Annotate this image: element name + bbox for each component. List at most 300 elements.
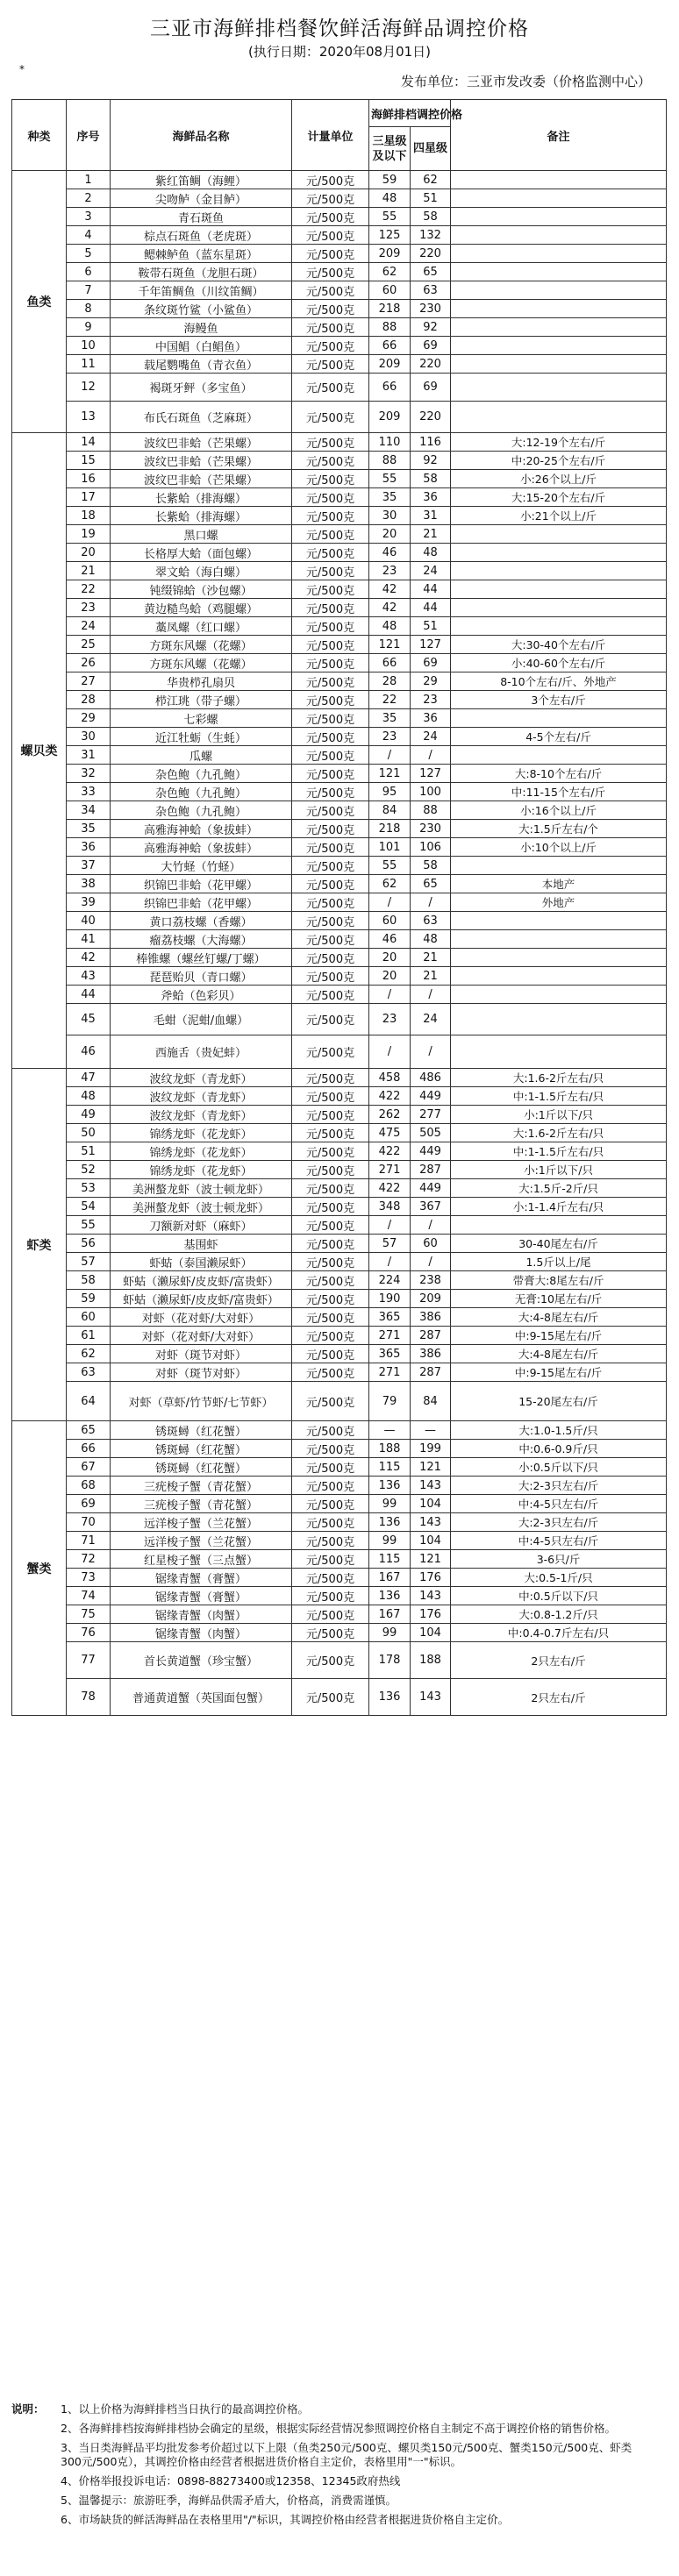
row-price-three-star: 23 — [369, 562, 411, 580]
row-price-four-star: 69 — [411, 337, 451, 355]
row-note — [451, 949, 667, 967]
row-unit: 元/500克 — [292, 337, 369, 355]
row-seq: 36 — [67, 838, 111, 857]
row-price-four-star: 277 — [411, 1106, 451, 1124]
row-unit: 元/500克 — [292, 226, 369, 245]
row-price-four-star: 238 — [411, 1271, 451, 1290]
row-price-four-star: 449 — [411, 1179, 451, 1198]
row-price-three-star: 35 — [369, 709, 411, 728]
row-price-three-star: 20 — [369, 949, 411, 967]
row-unit: 元/500克 — [292, 1290, 369, 1308]
row-name: 西施舌（贵妃蚌） — [111, 1035, 292, 1069]
row-price-three-star: 218 — [369, 300, 411, 318]
row-price-four-star: 127 — [411, 636, 451, 654]
row-unit: 元/500克 — [292, 1363, 369, 1382]
row-price-four-star: 63 — [411, 912, 451, 930]
row-price-three-star: 20 — [369, 967, 411, 986]
row-seq: 48 — [67, 1087, 111, 1106]
row-note: 大:1.5斤左右/个 — [451, 820, 667, 838]
header-category: 种类 — [12, 100, 67, 171]
table-row — [12, 1327, 667, 1345]
row-name: 高雅海神蛤（象拔蚌） — [111, 838, 292, 857]
row-price-three-star: 190 — [369, 1290, 411, 1308]
table-row — [12, 1235, 667, 1253]
table-row — [12, 1290, 667, 1308]
row-note: 2只左右/斤 — [451, 1679, 667, 1716]
row-price-three-star: 28 — [369, 672, 411, 691]
row-note — [451, 318, 667, 337]
row-name: 锈斑蟳（红花蟹） — [111, 1458, 292, 1477]
row-seq: 26 — [67, 654, 111, 672]
row-price-three-star: 42 — [369, 599, 411, 617]
row-name: 三疣梭子蟹（青花蟹） — [111, 1477, 292, 1495]
row-price-three-star: 125 — [369, 226, 411, 245]
table-row — [12, 930, 667, 949]
row-price-three-star: 110 — [369, 433, 411, 452]
row-name: 褐斑牙鲆（多宝鱼） — [111, 374, 292, 402]
row-price-three-star: 42 — [369, 580, 411, 599]
row-price-four-star: 143 — [411, 1679, 451, 1716]
table-row — [12, 709, 667, 728]
row-price-four-star: 48 — [411, 544, 451, 562]
table-row — [12, 1179, 667, 1198]
row-note: 2只左右/斤 — [451, 1642, 667, 1679]
table-row — [12, 1532, 667, 1550]
row-name: 杂色鲍（九孔鲍） — [111, 783, 292, 801]
row-note: 3-6只/斤 — [451, 1550, 667, 1569]
row-unit: 元/500克 — [292, 562, 369, 580]
row-name: 长紫蛤（排海螺） — [111, 507, 292, 525]
row-name: 波纹龙虾（青龙虾） — [111, 1106, 292, 1124]
row-seq: 33 — [67, 783, 111, 801]
row-name: 瓜螺 — [111, 746, 292, 765]
row-name: 远洋梭子蟹（兰花蟹） — [111, 1532, 292, 1550]
row-price-four-star: 106 — [411, 838, 451, 857]
row-note: 中:4-5只左右/斤 — [451, 1495, 667, 1513]
row-name: 琵琶贻贝（青口螺） — [111, 967, 292, 986]
row-unit: 元/500克 — [292, 672, 369, 691]
row-note — [451, 245, 667, 263]
table-row — [12, 1605, 667, 1624]
row-unit: 元/500克 — [292, 1161, 369, 1179]
row-seq: 53 — [67, 1179, 111, 1198]
row-price-three-star: 136 — [369, 1587, 411, 1605]
row-price-four-star: 69 — [411, 654, 451, 672]
row-unit: 元/500克 — [292, 986, 369, 1004]
row-name: 波纹巴非蛤（芒果螺） — [111, 452, 292, 470]
row-price-three-star: 95 — [369, 783, 411, 801]
row-seq: 56 — [67, 1235, 111, 1253]
table-row — [12, 1624, 667, 1642]
row-price-four-star: 220 — [411, 402, 451, 433]
row-price-four-star: / — [411, 893, 451, 912]
row-seq: 20 — [67, 544, 111, 562]
row-note: 小:26个以上/斤 — [451, 470, 667, 488]
row-unit: 元/500克 — [292, 875, 369, 893]
row-note: 大:1.6-2斤左右/只 — [451, 1124, 667, 1142]
row-seq: 49 — [67, 1106, 111, 1124]
row-price-four-star: 230 — [411, 300, 451, 318]
row-seq: 46 — [67, 1035, 111, 1069]
table-row — [12, 1382, 667, 1421]
header-four-star: 四星级 — [411, 127, 451, 171]
row-seq: 59 — [67, 1290, 111, 1308]
row-unit: 元/500克 — [292, 507, 369, 525]
table-row — [12, 1642, 667, 1679]
table-row — [12, 226, 667, 245]
row-seq: 38 — [67, 875, 111, 893]
row-seq: 8 — [67, 300, 111, 318]
asterisk-mark: * — [19, 63, 25, 75]
table-row — [12, 263, 667, 281]
row-price-three-star: 136 — [369, 1477, 411, 1495]
row-seq: 75 — [67, 1605, 111, 1624]
row-price-three-star: 271 — [369, 1327, 411, 1345]
table-row — [12, 318, 667, 337]
row-seq: 22 — [67, 580, 111, 599]
notes-section — [11, 2402, 666, 2532]
row-name: 鞍带石斑鱼（龙胆石斑） — [111, 263, 292, 281]
price-table-body — [12, 171, 667, 1716]
row-note: 大:30-40个左右/斤 — [451, 636, 667, 654]
row-seq: 9 — [67, 318, 111, 337]
table-row — [12, 1142, 667, 1161]
row-price-three-star: 66 — [369, 654, 411, 672]
table-row — [12, 672, 667, 691]
row-note: 8-10个左右/斤、外地产 — [451, 672, 667, 691]
row-unit: 元/500克 — [292, 930, 369, 949]
row-price-three-star: 46 — [369, 930, 411, 949]
row-unit: 元/500克 — [292, 208, 369, 226]
row-note — [451, 562, 667, 580]
row-seq: 5 — [67, 245, 111, 263]
row-price-four-star: 505 — [411, 1124, 451, 1142]
row-price-four-star: 176 — [411, 1569, 451, 1587]
row-name: 锦绣龙虾（花龙虾） — [111, 1161, 292, 1179]
table-row — [12, 452, 667, 470]
row-note: 小:1-1.4斤左右/只 — [451, 1198, 667, 1216]
row-note — [451, 208, 667, 226]
row-price-four-star: 220 — [411, 355, 451, 374]
row-price-four-star: 92 — [411, 318, 451, 337]
table-row — [12, 838, 667, 857]
row-price-four-star: 58 — [411, 857, 451, 875]
note-item — [11, 2494, 666, 2508]
row-name: 波纹巴非蛤（芒果螺） — [111, 470, 292, 488]
row-note: 小:0.5斤以下/只 — [451, 1458, 667, 1477]
row-note: 大:1.0-1.5斤/只 — [451, 1421, 667, 1440]
row-price-four-star: 36 — [411, 488, 451, 507]
table-row — [12, 1124, 667, 1142]
row-seq: 3 — [67, 208, 111, 226]
row-price-four-star: 143 — [411, 1477, 451, 1495]
row-price-four-star: — — [411, 1421, 451, 1440]
row-price-four-star: 199 — [411, 1440, 451, 1458]
row-note: 中:9-15尾左右/斤 — [451, 1363, 667, 1382]
row-seq: 35 — [67, 820, 111, 838]
row-seq: 67 — [67, 1458, 111, 1477]
row-price-four-star: 65 — [411, 263, 451, 281]
row-price-three-star: 88 — [369, 318, 411, 337]
note-item — [11, 2513, 666, 2527]
row-unit: 元/500克 — [292, 967, 369, 986]
row-unit: 元/500克 — [292, 1271, 369, 1290]
row-unit: 元/500克 — [292, 1235, 369, 1253]
row-price-four-star: 121 — [411, 1550, 451, 1569]
row-price-three-star: 66 — [369, 374, 411, 402]
row-note — [451, 967, 667, 986]
row-seq: 72 — [67, 1550, 111, 1569]
row-unit: 元/500克 — [292, 1587, 369, 1605]
row-price-four-star: 367 — [411, 1198, 451, 1216]
row-unit: 元/500克 — [292, 1679, 369, 1716]
row-note: 中:0.4-0.7斤左右/只 — [451, 1624, 667, 1642]
row-price-three-star: 475 — [369, 1124, 411, 1142]
row-note — [451, 857, 667, 875]
header-seq: 序号 — [67, 100, 111, 171]
note-text: 3、当日类海鲜品平均批发参考价超过以下上限（鱼类250元/500克、螺贝类150元/500克、蟹类150元/500克、虾类300元/500克），其调控价格由经营者根据进货价格自主定价，表格里用"一"标识。 — [61, 2441, 633, 2468]
row-seq: 51 — [67, 1142, 111, 1161]
row-price-three-star: 121 — [369, 765, 411, 783]
row-note: 小:21个以上/斤 — [451, 507, 667, 525]
row-unit: 元/500克 — [292, 402, 369, 433]
row-seq: 31 — [67, 746, 111, 765]
row-seq: 57 — [67, 1253, 111, 1271]
row-price-three-star: 365 — [369, 1345, 411, 1363]
row-price-four-star: 188 — [411, 1642, 451, 1679]
row-price-four-star: 31 — [411, 507, 451, 525]
row-name: 虾蛄（泰国濑尿虾） — [111, 1253, 292, 1271]
row-unit: 元/500克 — [292, 709, 369, 728]
row-price-four-star: 386 — [411, 1308, 451, 1327]
row-note: 30-40尾左右/斤 — [451, 1235, 667, 1253]
table-row — [12, 728, 667, 746]
row-price-four-star: 116 — [411, 433, 451, 452]
row-price-four-star: 287 — [411, 1161, 451, 1179]
row-unit: 元/500克 — [292, 838, 369, 857]
row-note: 大:0.5-1斤/只 — [451, 1569, 667, 1587]
row-note — [451, 226, 667, 245]
row-unit: 元/500克 — [292, 728, 369, 746]
row-name: 波纹龙虾（青龙虾） — [111, 1069, 292, 1087]
note-text: 2、各海鲜排档按海鲜排档协会确定的星级，根据实际经营情况参照调控价格自主制定不高于调控价格的销售价格。 — [61, 2422, 616, 2435]
table-row — [12, 783, 667, 801]
row-name: 方斑东风螺（花螺） — [111, 654, 292, 672]
row-seq: 73 — [67, 1569, 111, 1587]
row-price-four-star: 21 — [411, 967, 451, 986]
row-name: 长紫蛤（排海螺） — [111, 488, 292, 507]
table-row — [12, 1035, 667, 1069]
row-note — [451, 171, 667, 189]
row-note — [451, 281, 667, 300]
row-price-three-star: 178 — [369, 1642, 411, 1679]
row-price-three-star: 84 — [369, 801, 411, 820]
header-unit: 计量单位 — [292, 100, 369, 171]
row-note: 大:15-20个左右/斤 — [451, 488, 667, 507]
row-price-three-star: 422 — [369, 1179, 411, 1198]
row-name: 方斑东风螺（花螺） — [111, 636, 292, 654]
row-note: 4-5个左右/斤 — [451, 728, 667, 746]
row-price-three-star: 218 — [369, 820, 411, 838]
row-price-four-star: 44 — [411, 599, 451, 617]
table-row — [12, 875, 667, 893]
row-unit: 元/500克 — [292, 1642, 369, 1679]
row-price-four-star: 143 — [411, 1587, 451, 1605]
table-row — [12, 654, 667, 672]
row-unit: 元/500克 — [292, 1569, 369, 1587]
row-name: 锯缘青蟹（肉蟹） — [111, 1605, 292, 1624]
row-price-three-star: 99 — [369, 1624, 411, 1642]
row-price-four-star: 60 — [411, 1235, 451, 1253]
table-row — [12, 525, 667, 544]
row-seq: 47 — [67, 1069, 111, 1087]
row-note — [451, 337, 667, 355]
row-price-four-star: 36 — [411, 709, 451, 728]
row-price-three-star: 23 — [369, 728, 411, 746]
row-price-three-star: 209 — [369, 245, 411, 263]
row-price-four-star: / — [411, 1253, 451, 1271]
row-price-three-star: 60 — [369, 281, 411, 300]
row-unit: 元/500克 — [292, 1035, 369, 1069]
row-price-four-star: 230 — [411, 820, 451, 838]
row-price-three-star: 271 — [369, 1363, 411, 1382]
row-name: 对虾（斑节对虾） — [111, 1363, 292, 1382]
row-name: 对虾（花对虾/大对虾） — [111, 1308, 292, 1327]
row-note: 小:1斤以下/只 — [451, 1161, 667, 1179]
row-note — [451, 525, 667, 544]
row-unit: 元/500克 — [292, 281, 369, 300]
row-seq: 4 — [67, 226, 111, 245]
row-name: 中国鲳（白鲳鱼） — [111, 337, 292, 355]
row-price-four-star: 51 — [411, 189, 451, 208]
row-seq: 50 — [67, 1124, 111, 1142]
row-price-three-star: 209 — [369, 402, 411, 433]
row-name: 普通黄道蟹（英国面包蟹） — [111, 1679, 292, 1716]
row-price-three-star: 35 — [369, 488, 411, 507]
row-note — [451, 986, 667, 1004]
notes-label: 说明： — [11, 2402, 45, 2416]
row-name: 织锦巴非蛤（花甲螺） — [111, 893, 292, 912]
row-note: 外地产 — [451, 893, 667, 912]
row-note: 大:1.5斤-2斤/只 — [451, 1179, 667, 1198]
row-note: 大:12-19个左右/斤 — [451, 433, 667, 452]
row-name: 美洲螯龙虾（波士顿龙虾） — [111, 1179, 292, 1198]
row-unit: 元/500克 — [292, 857, 369, 875]
row-unit: 元/500克 — [292, 1477, 369, 1495]
row-price-three-star: 55 — [369, 470, 411, 488]
row-unit: 元/500克 — [292, 263, 369, 281]
row-name: 锯缘青蟹（膏蟹） — [111, 1569, 292, 1587]
row-name: 对虾（斑节对虾） — [111, 1345, 292, 1363]
row-seq: 71 — [67, 1532, 111, 1550]
table-row — [12, 912, 667, 930]
row-name: 锯缘青蟹（膏蟹） — [111, 1587, 292, 1605]
table-row — [12, 1363, 667, 1382]
table-row — [12, 300, 667, 318]
row-unit: 元/500克 — [292, 1179, 369, 1198]
row-price-three-star: 422 — [369, 1142, 411, 1161]
row-unit: 元/500克 — [292, 1142, 369, 1161]
table-row — [12, 470, 667, 488]
row-note: 中:0.5斤以下/只 — [451, 1587, 667, 1605]
row-seq: 70 — [67, 1513, 111, 1532]
row-name: 波纹巴非蛤（芒果螺） — [111, 433, 292, 452]
row-price-three-star: 23 — [369, 1004, 411, 1035]
row-unit: 元/500克 — [292, 318, 369, 337]
row-price-three-star: 22 — [369, 691, 411, 709]
row-price-four-star: 63 — [411, 281, 451, 300]
row-seq: 6 — [67, 263, 111, 281]
row-unit: 元/500克 — [292, 1308, 369, 1327]
row-seq: 42 — [67, 949, 111, 967]
row-price-four-star: 92 — [411, 452, 451, 470]
row-note: 中:1-1.5斤左右/只 — [451, 1142, 667, 1161]
row-price-three-star: 121 — [369, 636, 411, 654]
row-price-four-star: 132 — [411, 226, 451, 245]
row-price-three-star: 59 — [369, 171, 411, 189]
table-row — [12, 433, 667, 452]
table-row — [12, 801, 667, 820]
row-seq: 61 — [67, 1327, 111, 1345]
row-note: 中:9-15尾左右/斤 — [451, 1327, 667, 1345]
row-name: 锈斑蟳（红花蟹） — [111, 1440, 292, 1458]
note-text: 1、以上价格为海鲜排档当日执行的最高调控价格。 — [61, 2402, 309, 2416]
row-seq: 32 — [67, 765, 111, 783]
row-unit: 元/500克 — [292, 1124, 369, 1142]
table-row — [12, 1161, 667, 1179]
table-row — [12, 544, 667, 562]
row-seq: 58 — [67, 1271, 111, 1290]
table-row — [12, 599, 667, 617]
row-note: 带膏大:8尾左右/斤 — [451, 1271, 667, 1290]
row-price-three-star: 60 — [369, 912, 411, 930]
row-price-three-star: 188 — [369, 1440, 411, 1458]
row-price-four-star: 65 — [411, 875, 451, 893]
table-row — [12, 1550, 667, 1569]
row-price-four-star: 220 — [411, 245, 451, 263]
row-unit: 元/500克 — [292, 488, 369, 507]
header-price-group: 海鲜排档调控价格 — [369, 100, 451, 127]
row-note: 大:2-3只左右/斤 — [451, 1513, 667, 1532]
row-price-four-star: 24 — [411, 562, 451, 580]
row-price-three-star: 209 — [369, 355, 411, 374]
issuer-line: 发布单位：三亚市发改委（价格监测中心） — [400, 74, 651, 89]
row-name: 刀额新对虾（麻虾） — [111, 1216, 292, 1235]
row-seq: 60 — [67, 1308, 111, 1327]
row-unit: 元/500克 — [292, 820, 369, 838]
row-note — [451, 709, 667, 728]
row-price-four-star: 104 — [411, 1624, 451, 1642]
row-unit: 元/500克 — [292, 1198, 369, 1216]
row-unit: 元/500克 — [292, 746, 369, 765]
row-note — [451, 1216, 667, 1235]
row-note — [451, 189, 667, 208]
row-price-three-star: / — [369, 746, 411, 765]
note-item — [11, 2402, 666, 2416]
row-note — [451, 599, 667, 617]
row-name: 棒锥螺（螺丝钉螺/丁螺） — [111, 949, 292, 967]
row-unit: 元/500克 — [292, 525, 369, 544]
row-name: 瘤荔枝螺（大海螺） — [111, 930, 292, 949]
table-row — [12, 1069, 667, 1087]
row-unit: 元/500克 — [292, 1550, 369, 1569]
row-unit: 元/500克 — [292, 599, 369, 617]
table-row — [12, 617, 667, 636]
table-row — [12, 1308, 667, 1327]
price-table — [11, 99, 667, 1716]
row-seq: 68 — [67, 1477, 111, 1495]
row-unit: 元/500克 — [292, 1605, 369, 1624]
